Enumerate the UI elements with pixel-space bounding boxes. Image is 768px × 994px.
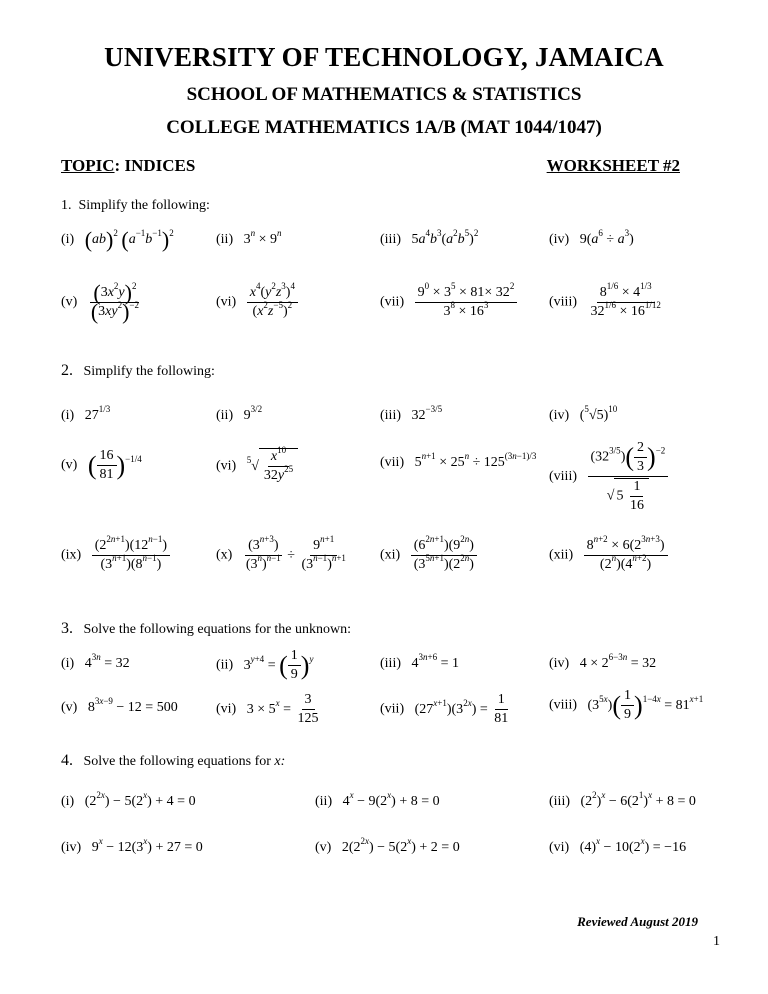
q1-item-vii bbox=[380, 281, 517, 320]
topic-label: TOPIC bbox=[61, 156, 115, 175]
q2-expr-viii: $(32^{3/5})$( $\frac{2}{3}$ )$^{-2}$ √ 5 $\frac{1}{16}$ bbox=[588, 440, 669, 514]
q1-label-viii: (viii) bbox=[549, 294, 577, 310]
q2-label-ix: (ix) bbox=[61, 547, 82, 563]
q3-expr-iv: $4 \times 2^{6-3n} = 32$ bbox=[579, 652, 657, 671]
q2-expr-v: ( $\frac{16}{81}$ )$^{-1/4}$ bbox=[87, 448, 142, 482]
q3-label-iv: (iv) bbox=[549, 656, 570, 671]
q2-expr-ix: $\frac{(2^{2n+1})(12^{n-1})}{(3^{n+1})(8^{n-1})}$ bbox=[92, 538, 170, 573]
q4-item-iii bbox=[549, 790, 696, 810]
q2-item-ix bbox=[61, 534, 170, 573]
q2-label-i: (i) bbox=[61, 408, 75, 423]
q4-item-vi bbox=[549, 836, 687, 856]
university-title: UNIVERSITY OF TECHNOLOGY, JAMAICA bbox=[104, 42, 664, 72]
q1-expr-v: $\frac{(3x^2y)^2}{(3xy^2)^{-2}}$ bbox=[90, 279, 139, 324]
q2-item-ii bbox=[216, 404, 263, 424]
q1-expr-vii: $\frac{9^0 \times 3^5 \times 81\times 32^2}{3^8 \times 16^3}$ bbox=[415, 285, 518, 320]
q1-expr-iii: $5a^4b^3(a^2b^5)^2$ bbox=[411, 228, 479, 247]
q2-label-viii: (viii) bbox=[549, 469, 577, 485]
q1-expr-ii: $3^n \times 9^n$ bbox=[243, 228, 282, 247]
q1-label-vi: (vi) bbox=[216, 294, 237, 310]
q2-label-iii: (iii) bbox=[380, 408, 401, 423]
q4-variable: x: bbox=[274, 754, 286, 769]
q3-label-vii: (vii) bbox=[380, 701, 405, 717]
q3-item-viii bbox=[549, 688, 703, 723]
reviewed-note: Reviewed August 2019 bbox=[577, 914, 698, 929]
q4-label-i: (i) bbox=[61, 794, 75, 809]
q2-instruction: Simplify the following: bbox=[83, 364, 215, 379]
q1-number: 1. bbox=[61, 198, 72, 213]
q3-expr-vii: $(27^{x+1})(3^{2x})$ = $\frac{1}{81}$ bbox=[414, 692, 509, 726]
q4-number: 4. bbox=[61, 752, 73, 769]
q2-expr-iii: $32^{-3/5}$ bbox=[411, 404, 443, 423]
q3-item-ii bbox=[216, 648, 313, 683]
q3-expr-ii: $3^{y+4}$ = ( $\frac{1}{9}$ )$^y$ bbox=[243, 648, 314, 682]
q2-item-x bbox=[216, 534, 349, 573]
school-title: SCHOOL OF MATHEMATICS & STATISTICS bbox=[186, 84, 582, 105]
q1-label-i: (i) bbox=[61, 232, 75, 247]
q2-expr-vi: $^5$√ $\frac{x^{10}}{32y^{25}}$ bbox=[247, 459, 298, 474]
q1-heading bbox=[61, 198, 210, 214]
q4-label-v: (v) bbox=[315, 840, 332, 855]
q3-number: 3. bbox=[61, 620, 73, 637]
q3-label-viii: (viii) bbox=[549, 697, 577, 713]
q2-number: 2. bbox=[61, 362, 73, 379]
q3-item-iv bbox=[549, 652, 657, 672]
q2-expr-iv: $(^5√5)^{10}$ bbox=[579, 404, 618, 423]
q1-item-vi bbox=[216, 281, 298, 320]
q2-item-xii bbox=[549, 534, 668, 573]
q2-label-v: (v) bbox=[61, 457, 78, 473]
q2-item-vii bbox=[380, 451, 537, 471]
q3-label-v: (v) bbox=[61, 700, 78, 715]
q2-item-xi bbox=[380, 534, 477, 573]
q3-label-vi: (vi) bbox=[216, 701, 237, 717]
q4-instruction: Solve the following equations for bbox=[83, 754, 275, 769]
q4-expr-iv: $9^x - 12(3^x) + 27 = 0$ bbox=[91, 836, 203, 855]
q2-expr-ii: $9^{3/2}$ bbox=[243, 404, 263, 423]
q2-heading bbox=[61, 362, 215, 380]
q4-item-ii bbox=[315, 790, 440, 810]
q4-item-iv bbox=[61, 836, 203, 856]
q2-label-x: (x) bbox=[216, 547, 233, 563]
q1-label-v: (v) bbox=[61, 294, 78, 310]
q4-label-iv: (iv) bbox=[61, 840, 82, 855]
q2-expr-xi: $\frac{(6^{2n+1})(9^{2n})}{(3^{5n+1})(2^{2n})}$ bbox=[411, 538, 477, 573]
q1-expr-viii: $\frac{8^{1/6} \times 4^{1/3}}{32^{1/6} \times 16^{1/12}}$ bbox=[590, 281, 661, 319]
q1-item-iii bbox=[380, 228, 479, 248]
q1-item-iv bbox=[549, 228, 634, 248]
q1-item-i bbox=[61, 226, 174, 252]
q2-item-v bbox=[61, 448, 142, 483]
q2-item-i bbox=[61, 404, 111, 424]
q1-label-ii: (ii) bbox=[216, 232, 234, 247]
q3-instruction: Solve the following equations for the unknown: bbox=[83, 622, 352, 637]
q1-item-ii bbox=[216, 228, 282, 248]
q3-item-vi bbox=[216, 692, 322, 727]
q1-expr-i: (ab)$^2$ $(a^{-1}b^{-1})^2$ bbox=[84, 226, 174, 252]
q1-item-v bbox=[61, 279, 142, 324]
q3-item-vii bbox=[380, 692, 511, 727]
topic-value: : INDICES bbox=[114, 156, 196, 175]
q4-label-ii: (ii) bbox=[315, 794, 333, 809]
q3-expr-vi: $3 \times 5^x$ = $\frac{3}{125}$ bbox=[246, 692, 319, 726]
q4-expr-iii: $(2^2)^x - 6(2^1)^x + 8 = 0$ bbox=[580, 790, 696, 809]
q3-label-iii: (iii) bbox=[380, 656, 401, 671]
q3-label-ii: (ii) bbox=[216, 657, 234, 673]
q1-label-iv: (iv) bbox=[549, 232, 570, 247]
worksheet-label: WORKSHEET #2 bbox=[546, 156, 680, 175]
q3-item-i bbox=[61, 652, 130, 672]
q3-expr-v: $8^{3x-9} - 12 = 500$ bbox=[87, 696, 178, 715]
q4-expr-ii: $4^x - 9(2^x) + 8 = 0$ bbox=[342, 790, 440, 809]
page-number: 1 bbox=[713, 934, 720, 949]
q3-expr-i: $4^{3n} = 32$ bbox=[84, 652, 130, 671]
q2-label-xi: (xi) bbox=[380, 547, 401, 563]
q4-item-i bbox=[61, 790, 196, 810]
q2-expr-i: $27^{1/3}$ bbox=[84, 404, 111, 423]
topic-heading bbox=[61, 156, 195, 176]
q4-expr-vi: $(4)^x - 10(2^x) = -16$ bbox=[579, 836, 687, 855]
q2-item-vi bbox=[216, 445, 298, 484]
q4-expr-i: $(2^{2x}) - 5(2^x) + 4 = 0$ bbox=[84, 790, 196, 809]
q4-item-v bbox=[315, 836, 460, 856]
q2-expr-x: $\frac{(3^{n+3})}{(3^n)^{n-1}}$ ÷ $\frac{9^{n+1}}{(3^{n-1})^{n+1}}$ bbox=[245, 534, 346, 572]
q2-expr-xii: $\frac{8^{n+2} \times 6(2^{3n+3})}{(2^n)(4^{n+2})}$ bbox=[584, 538, 668, 573]
q2-item-iv bbox=[549, 404, 618, 424]
q2-label-xii: (xii) bbox=[549, 547, 574, 563]
q4-heading bbox=[61, 752, 285, 770]
q3-heading bbox=[61, 620, 351, 638]
q3-item-iii bbox=[380, 652, 459, 672]
q4-expr-v: $2(2^{2x}) - 5(2^x) + 2 = 0$ bbox=[341, 836, 460, 855]
course-title: COLLEGE MATHEMATICS 1A/B (MAT 1044/1047) bbox=[166, 117, 602, 138]
q1-expr-iv: $9(a^6 \div a^3)$ bbox=[579, 228, 634, 247]
q3-expr-viii: $(3^{5x})$( $\frac{1}{9}$ )$^{1-4x} = 81^{x+1}$ bbox=[587, 688, 704, 722]
q2-label-vii: (vii) bbox=[380, 455, 405, 470]
q1-expr-vi: $\frac{x^4(y^2z^3)^4}{(x^2z^{-5})^2}$ bbox=[247, 285, 298, 320]
q1-label-iii: (iii) bbox=[380, 232, 401, 247]
q2-label-vi: (vi) bbox=[216, 458, 237, 474]
q2-expr-vii: $5^{n+1} \times 25^n \div 125^{(3n-1)/3}$ bbox=[414, 451, 537, 470]
q1-instruction: Simplify the following: bbox=[78, 198, 210, 213]
q4-label-iii: (iii) bbox=[549, 794, 570, 809]
q3-item-v bbox=[61, 696, 178, 716]
q4-label-vi: (vi) bbox=[549, 840, 570, 855]
q3-label-i: (i) bbox=[61, 656, 75, 671]
q2-item-iii bbox=[380, 404, 443, 424]
q2-item-viii bbox=[549, 440, 668, 514]
q2-label-iv: (iv) bbox=[549, 408, 570, 423]
q2-label-ii: (ii) bbox=[216, 408, 234, 423]
q3-expr-iii: $4^{3n+6} = 1$ bbox=[411, 652, 459, 671]
q1-item-viii bbox=[549, 281, 664, 320]
q1-label-vii: (vii) bbox=[380, 294, 405, 310]
